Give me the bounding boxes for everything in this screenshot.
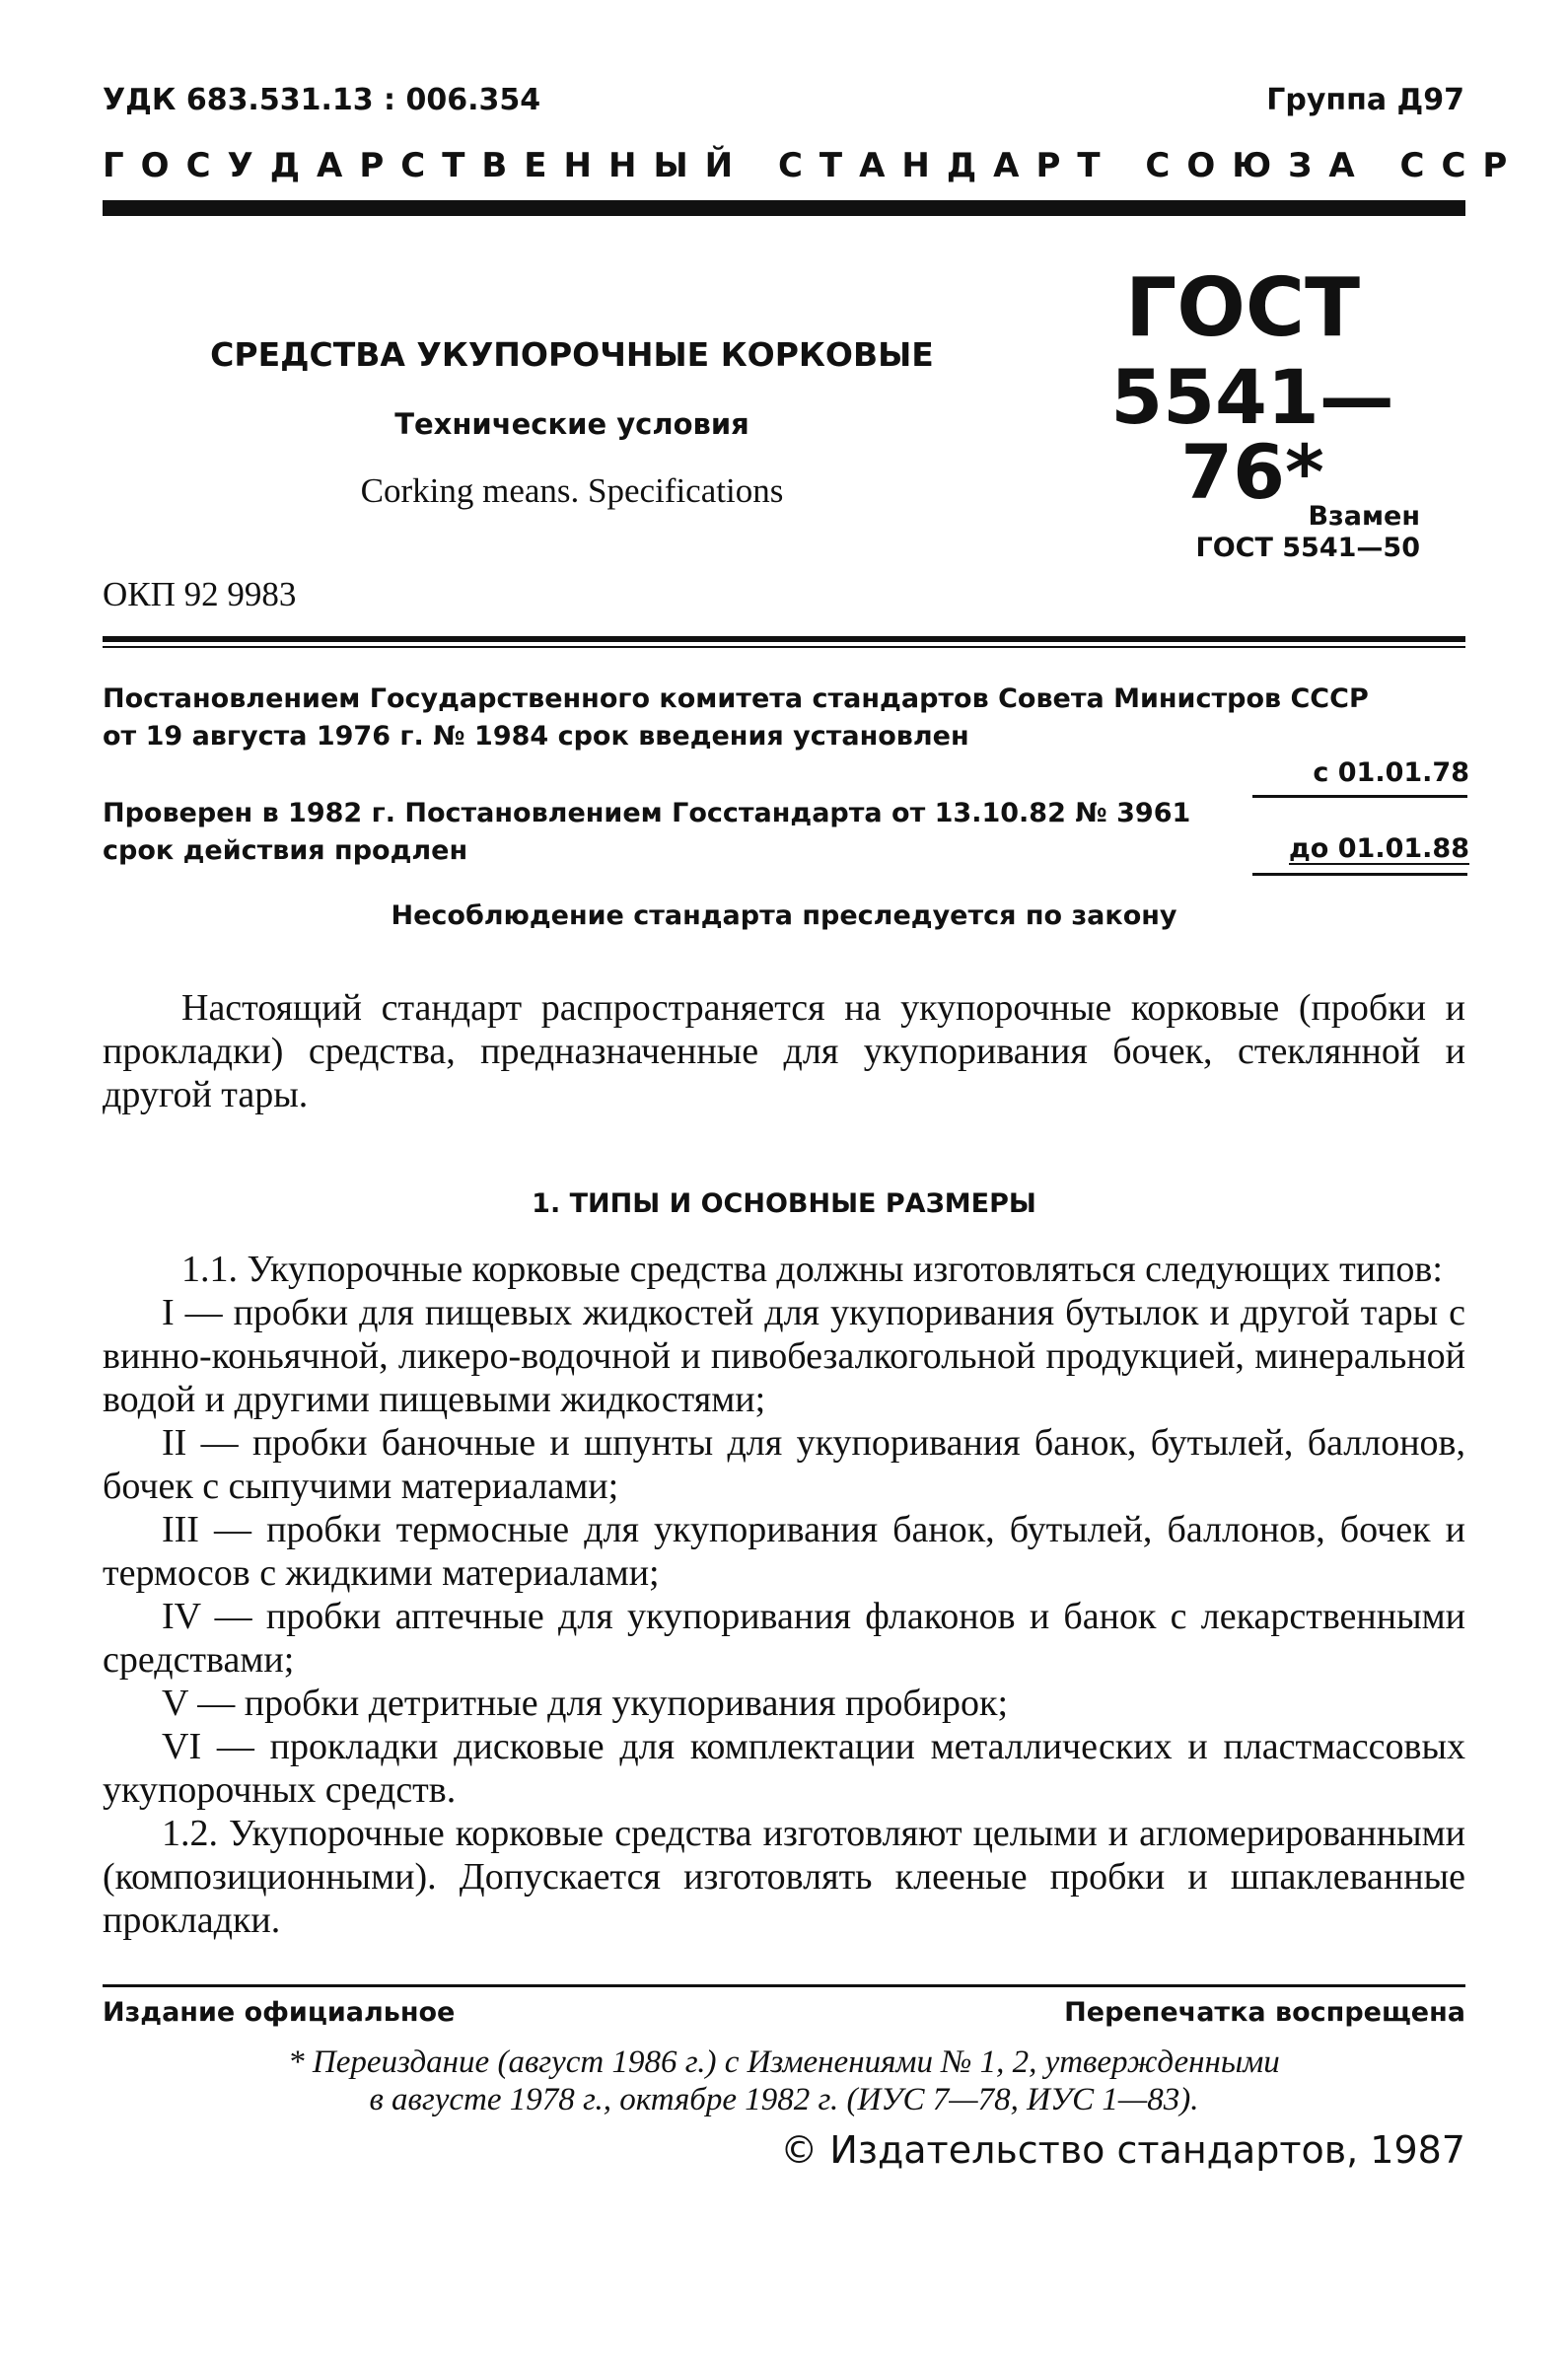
decree-text: [103, 681, 1473, 755]
review-line-2: срок действия продлен: [103, 835, 468, 866]
replaces-standard: ГОСТ 5541—50: [1195, 533, 1420, 563]
title-rule-thin: [103, 646, 1465, 648]
type-II: II — пробки баночные и шпунты для укупоривания банок, бутылей, баллонов, бочек с сыпучими материалами;: [103, 1422, 1465, 1507]
replaces-label: Взамен: [1308, 501, 1420, 532]
udk-code: УДК 683.531.13 : 006.354: [103, 83, 541, 117]
gost-label: ГОСТ: [1124, 261, 1361, 355]
state-standard-header: ГОСУДАРСТВЕННЫЙ СТАНДАРТ СОЮЗА ССР: [103, 146, 1525, 185]
footnote-line-2: в августе 1978 г., октябре 1982 г. (ИУС 7—78, ИУС 1—83).: [369, 2082, 1199, 2117]
intro-paragraph: Настоящий стандарт распространяется на укупорочные корковые (пробки и прокладки) средства, предназначенные для укупоривания бочек, стеклянной и другой тары.: [103, 987, 1465, 1115]
footnote-line-1: * Переиздание (август 1986 г.) с Изменениями № 1, 2, утвержденными: [288, 2044, 1280, 2080]
okp-code: ОКП 92 9983: [103, 575, 297, 613]
copyright: © Издательство стандартов, 1987: [780, 2128, 1465, 2172]
review-text: [103, 795, 1237, 870]
group-code: Группа Д97: [1266, 83, 1464, 117]
reissue-footnote: [103, 2043, 1465, 2118]
section-1-body: [103, 1248, 1465, 1942]
gost-number: 5541—76*: [1110, 353, 1394, 516]
section-1-heading: 1. ТИПЫ И ОСНОВНЫЕ РАЗМЕРЫ: [532, 1188, 1036, 1219]
paragraph-1-1: 1.1. Укупорочные корковые средства должны изготовляться следующих типов:: [181, 1249, 1443, 1290]
paragraph-1-2: 1.2. Укупорочные корковые средства изготовляют целыми и агломерированными (композиционными). Допускается изготовлять клееные пробки и шпаклеванные прокладки.: [103, 1813, 1465, 1941]
header-rule: [103, 200, 1465, 216]
decree-line-1: Постановлением Государственного комитета стандартов Совета Министров СССР: [103, 683, 1369, 714]
date-rule: [1252, 795, 1467, 798]
reprint-banned: Перепечатка воспрещена: [1064, 1997, 1465, 2028]
type-III: III — пробки термосные для укупоривания банок, бутылей, баллонов, бочек и термосов с жидкими материалами;: [103, 1509, 1465, 1594]
type-IV: IV — пробки аптечные для укупоривания флаконов и банок с лекарственными средствами;: [103, 1596, 1465, 1681]
type-VI: VI — прокладки дисковые для комплектации металлических и пластмассовых укупорочных средств.: [103, 1726, 1465, 1811]
date-from: с 01.01.78: [1313, 757, 1469, 788]
date-rule-2: [1252, 873, 1467, 876]
type-V: V — пробки детритные для укупоривания пробирок;: [162, 1683, 1009, 1724]
document-title: СРЕДСТВА УКУПОРОЧНЫЕ КОРКОВЫЕ: [210, 335, 934, 374]
document-subtitle: Технические условия: [394, 407, 749, 441]
title-rule-thick: [103, 636, 1465, 642]
official-edition: Издание официальное: [103, 1997, 456, 2028]
footer-rule: [103, 1984, 1465, 1987]
law-notice: Несоблюдение стандарта преследуется по закону: [391, 900, 1177, 931]
type-I: I — пробки для пищевых жидкостей для укупоривания бутылок и другой тары с винно-коньячной, ликеро-водочной и пивобезалкогольной продукцией, минеральной водой и другими пищевыми жидкостями;: [103, 1292, 1465, 1420]
decree-line-2: от 19 августа 1976 г. № 1984 срок введения установлен: [103, 721, 969, 752]
date-to: до 01.01.88: [1289, 833, 1469, 864]
english-title: Corking means. Specifications: [360, 471, 784, 510]
review-line-1: Проверен в 1982 г. Постановлением Госстандарта от 13.10.82 № 3961: [103, 798, 1191, 828]
